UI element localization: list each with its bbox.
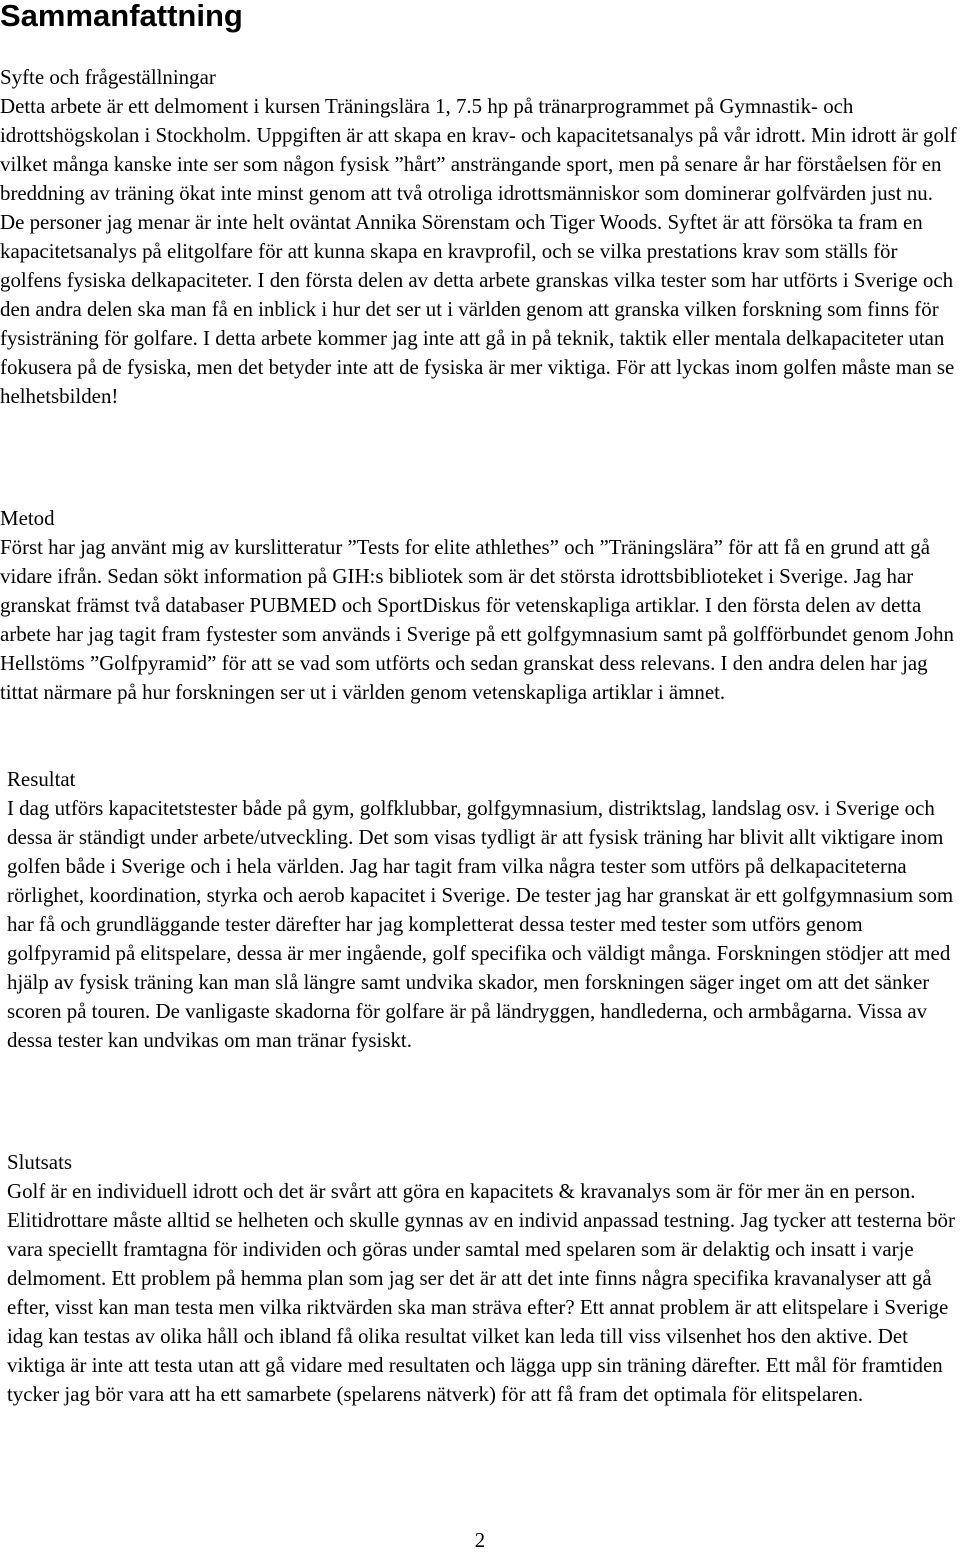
section-body: Golf är en individuell idrott och det är svårt att göra en kapacitets & kravanalys som är för mer än en person. Elitidrottare måste alltid se helheten och skulle gynnas av en individ anpassad testning. Jag tycker att testerna bör vara speciellt framtagna för individen och göras under samtal med spelaren som är delaktig och insatt i varje delmoment. Ett problem på hemma plan som jag ser det är att det inte finns några specifika kravanalyser att gå efter, visst kan man testa men vilka riktvärden ska man sträva efter? Ett annat problem är att elitspelare i Sverige idag kan testas av olika håll och ibland få olika resultat vilket kan leda till viss vilsenhet hos den aktive. Det viktiga är inte att testa utan att gå vidare med resultaten och lägga upp sin träning därefter. Ett mål för framtiden tycker jag bör vara att ha ett samarbete (spelarens nätverk) för att få fram det optimala för elitspelaren.	[7, 1179, 955, 1406]
page-title: Sammanfattning	[0, 0, 243, 33]
section-resultat	[7, 765, 955, 1055]
section-slutsats	[7, 1148, 959, 1409]
page-number: 2	[474, 1528, 486, 1552]
section-body: Först har jag använt mig av kurslitteratur ”Tests for elite athlethes” och ”Träningslära” för att få en grund att gå vidare ifrån. Sedan sökt information på GIH:s bibliotek som är det största idrottsbiblioteket i Sverige. Jag har granskat främst två databaser PUBMED och SportDiskus för vetenskapliga artiklar. I den första delen av detta arbete har jag tagit fram fystester som används i Sverige på ett golfgymnasium samt på golfförbundet genom John Hellstöms ”Golfpyramid” för att se vad som utförts och sedan granskat dess relevans. I den andra delen har jag tittat närmare på hur forskningen ser ut i världen genom vetenskapliga artiklar i ämnet.	[0, 535, 954, 704]
section-heading: Slutsats	[7, 1150, 73, 1174]
section-body: I dag utförs kapacitetstester både på gym, golfklubbar, golfgymnasium, distriktslag, landslag osv. i Sverige och dessa är ständigt under arbete/utveckling. Det som visas tydligt är att fysisk träning har blivit allt viktigare inom golfen både i Sverige och i hela världen. Jag har tagit fram vilka några tester som utförs på delkapaciteterna rörlighet, koordination, styrka och aerob kapacitet i Sverige. De tester jag har granskat är ett golfgymnasium som har få och grundläggande tester därefter har jag kompletterat dessa tester med tester som utförs genom golfpyramid på elitspelare, dessa är mer ingående, golf specifika och väldigt många. Forskningen stödjer att med hjälp av fysisk träning kan man slå längre samt undvika skador, men forskningen säger inget om att det sänker scoren på touren. De vanligaste skadorna för golfare är på ländryggen, handlederna, och armbågarna. Vissa av dessa tester kan undvikas om man tränar fysiskt.	[7, 796, 954, 1052]
section-syfte	[0, 63, 960, 411]
section-heading: Metod	[0, 506, 55, 530]
section-body: Detta arbete är ett delmoment i kursen Träningslära 1, 7.5 hp på tränarprogrammet på Gymnastik- och idrottshögskolan i Stockholm. Uppgiften är att skapa en krav- och kapacitetsanalys på vår idrott. Min idrott är golf vilket många kanske inte ser som någon fysisk ”hårt” ansträngande sport, men på senare år har förståelsen för en breddning av träning ökat inte minst genom att två otroliga idrottsmänniskor som dominerar golfvärden just nu. De personer jag menar är inte helt oväntat Annika Sörenstam och Tiger Woods. Syftet är att försöka ta fram en kapacitetsanalys på elitgolfare för att kunna skapa en kravprofil, och se vilka prestations krav som ställs för golfens fysiska delkapaciteter. I den första delen av detta arbete granskas vilka tester som har utförts i Sverige och den andra delen ska man få en inblick i hur det ser ut i världen genom att granska vilken forskning som finns för fysisträning för golfare. I detta arbete kommer jag inte att gå in på teknik, taktik eller mentala delkapaciteter utan fokusera på de fysiska, men det betyder inte att de fysiska är mer viktiga. För att lyckas inom golfen måste man se helhetsbilden!	[0, 94, 957, 408]
section-metod	[0, 504, 960, 707]
section-heading: Resultat	[7, 767, 76, 791]
section-heading: Syfte och frågeställningar	[0, 65, 216, 89]
